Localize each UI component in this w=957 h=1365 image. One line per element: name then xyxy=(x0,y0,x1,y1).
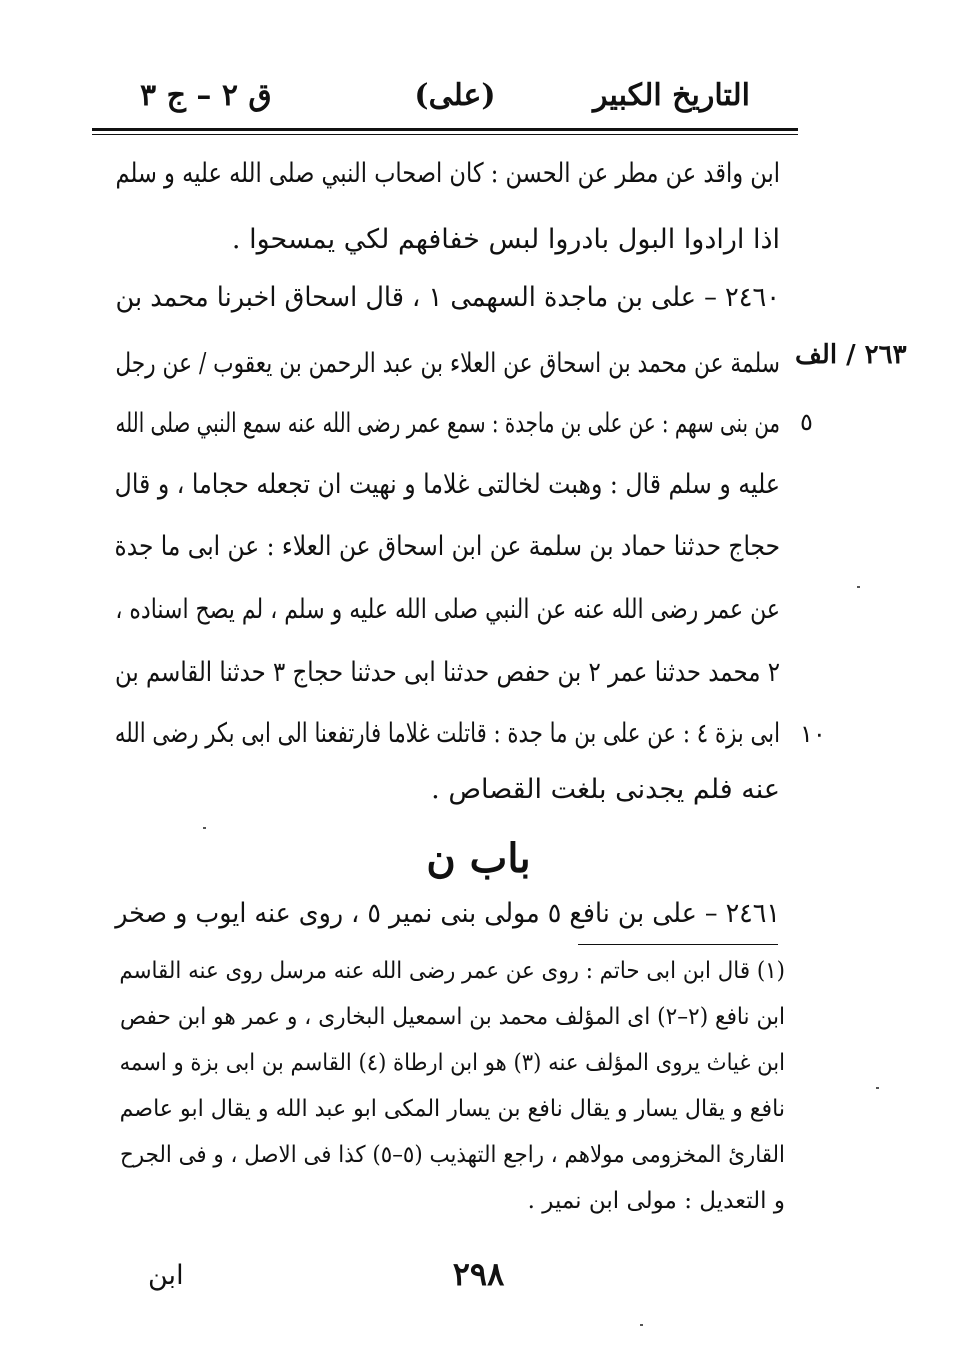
volume-label: ق ٢ – ج ٣ xyxy=(140,78,272,113)
text-line: عنه فلم يجدنى بلغت القصاص . xyxy=(431,774,780,805)
text-line: عن عمر رضى الله عنه عن النبي صلى الله عليه و سلم ، لم يصح اسناده ، xyxy=(115,594,781,625)
section-label: (على) xyxy=(414,78,496,113)
text-line: ٢٤٦٠ – على بن ماجدة السهمى ١ ، قال اسحاق اخبرنا محمد بن xyxy=(115,282,780,313)
text-line: اذا ارادوا البول بادروا لبس خفافهم لكي يمسحوا . xyxy=(231,224,780,255)
footnote-line: ابن غياث يروى المؤلف عنه (٣) هو ابن ارطاة (٤) القاسم بن ابى بزة و اسمه xyxy=(119,1050,785,1076)
footnote-line: ابن نافع (٢–٢) اى المؤلف محمد بن اسمعيل البخارى ، و عمر هو ابن حفص xyxy=(119,1004,785,1030)
running-header xyxy=(110,78,800,128)
paper-speck xyxy=(857,586,860,588)
entry-line: ٢٤٦١ – على بن نافع ٥ مولى بنى نمير ٥ ، روى عنه ايوب و صخر xyxy=(115,898,780,929)
page-number: ٢٩٨ xyxy=(452,1255,505,1293)
footnote-line: القارئ المخزومى مولاهم ، راجع التهذيب (٥–٥) كذا فى الاصل ، و فى الجرح xyxy=(119,1142,785,1168)
line-number: ٥ xyxy=(800,408,813,436)
paper-speck xyxy=(640,1324,643,1326)
catchword: ابن xyxy=(148,1260,184,1291)
book-title: التاريخ الكبير xyxy=(592,78,750,113)
text-line: سلمة عن محمد بن اسحاق عن العلاء بن عبد الرحمن بن يعقوب / عن رجل xyxy=(115,348,780,379)
footnote-rule xyxy=(578,944,778,945)
footnote-line: (١) قال ابن ابى حاتم : روى عن عمر رضى الله عنه مرسل روى عنه القاسم xyxy=(119,958,785,984)
text-line: ابن واقد عن مطر عن الحسن : كان اصحاب النبي صلى الله عليه و سلم xyxy=(115,158,780,189)
folio-margin-note: ٢٦٣ / الف xyxy=(795,340,907,370)
header-rule xyxy=(92,128,798,131)
section-heading: باب ن xyxy=(426,835,531,882)
text-line: ابى بزة ٤ : عن على بن ما جدة : قاتلت غلاما فارتفعنا الى ابى بكر رضى الله xyxy=(114,718,780,749)
footnote-line: نافع و يقال يسار و يقال نافع بن يسار المكى ابو عبد الله و يقال ابو عاصم xyxy=(119,1096,785,1122)
text-line: عليه و سلم قال : وهبت لخالتى غلاما و نهيت ان تجعله حجاما ، و قال xyxy=(114,469,780,500)
line-number: ١٠ xyxy=(800,720,826,748)
paper-speck xyxy=(876,1087,879,1089)
text-line: حجاج حدثنا حماد بن سلمة عن ابن اسحاق عن العلاء : عن ابى ما جدة xyxy=(114,531,780,562)
header-rule-thin xyxy=(92,134,798,135)
text-line: ٢ محمد حدثنا عمر ٢ بن حفص حدثنا ابى حدثنا حجاج ٣ حدثنا القاسم بن xyxy=(114,657,780,688)
text-line: من بنى سهم : عن على بن ماجدة : سمع عمر رضى الله عنه سمع النبي صلى الله xyxy=(115,408,781,439)
paper-speck xyxy=(203,827,206,829)
footnote-line: و التعديل : مولى ابن نمير . xyxy=(527,1188,785,1214)
